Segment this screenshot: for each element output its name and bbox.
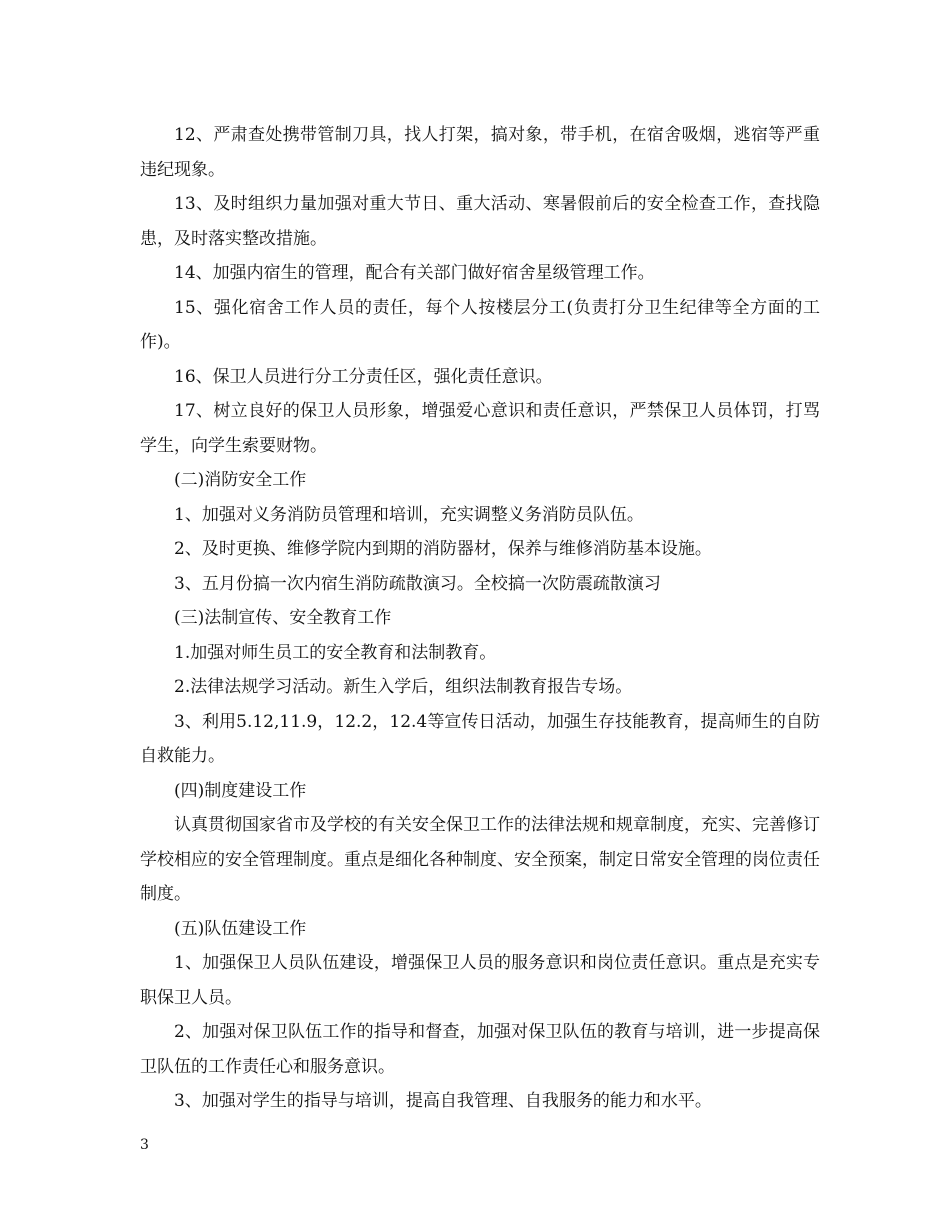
- section-heading-system-building: (四)制度建设工作: [174, 780, 307, 801]
- legal-education-item-2: 2.法律法规学习活动。新生入学后，组织法制教育报告专场。: [174, 677, 633, 697]
- page-number: 3: [140, 1137, 149, 1153]
- legal-education-item-3: 3、利用5.12,11.9，12.2，12.4等宣传日活动，加强生存技能教育，提高师生的自防自救能力。: [140, 711, 820, 766]
- fire-safety-item-2: 2、及时更换、维修学院内到期的消防器材，保养与维修消防基本设施。: [174, 539, 712, 559]
- section-heading-fire-safety: (二)消防安全工作: [174, 470, 307, 490]
- section-heading-team-building: (五)队伍建设工作: [174, 918, 307, 939]
- paragraph-item-17: 17、树立良好的保卫人员形象，增强爱心意识和责任意识，严禁保卫人员体罚，打骂学生，向学生索要财物。: [140, 401, 820, 456]
- fire-safety-item-1: 1、加强对义务消防员管理和培训，充实调整义务消防员队伍。: [174, 504, 644, 525]
- team-building-item-1: 1、加强保卫人员队伍建设，增强保卫人员的服务意识和岗位责任意识。重点是充实专职保卫人员。: [140, 953, 820, 1008]
- paragraph-item-14: 14、加强内宿生的管理，配合有关部门做好宿舍星级管理工作。: [174, 263, 655, 283]
- paragraph-item-15: 15、强化宿舍工作人员的责任，每个人按楼层分工(负责打分卫生纪律等全方面的工作)。: [140, 297, 820, 352]
- fire-safety-item-3: 3、五月份搞一次内宿生消防疏散演习。全校搞一次防震疏散演习: [174, 573, 661, 594]
- paragraph-item-13: 13、及时组织力量加强对重大节日、重大活动、寒暑假前后的安全检查工作，查找隐患，及时落实整改措施。: [140, 194, 820, 249]
- team-building-item-3: 3、加强对学生的指导与培训，提高自我管理、自我服务的能力和水平。: [174, 1091, 712, 1111]
- document-body: [140, 118, 820, 1119]
- team-building-item-2: 2、加强对保卫队伍工作的指导和督查，加强对保卫队伍的教育与培训，进一步提高保卫队伍的工作责任心和服务意识。: [140, 1022, 820, 1077]
- legal-education-item-1: 1.加强对师生员工的安全教育和法制教育。: [174, 642, 497, 663]
- section-heading-legal-education: (三)法制宣传、安全教育工作: [174, 608, 392, 628]
- paragraph-item-12: 12、严肃查处携带管制刀具，找人打架，搞对象，带手机，在宿舍吸烟，逃宿等严重违纪现象。: [140, 125, 820, 180]
- system-building-paragraph: 认真贯彻国家省市及学校的有关安全保卫工作的法律法规和规章制度，充实、完善修订学校相应的安全管理制度。重点是细化各种制度、安全预案，制定日常安全管理的岗位责任制度。: [140, 815, 820, 904]
- paragraph-item-16: 16、保卫人员进行分工分责任区，强化责任意识。: [174, 366, 553, 387]
